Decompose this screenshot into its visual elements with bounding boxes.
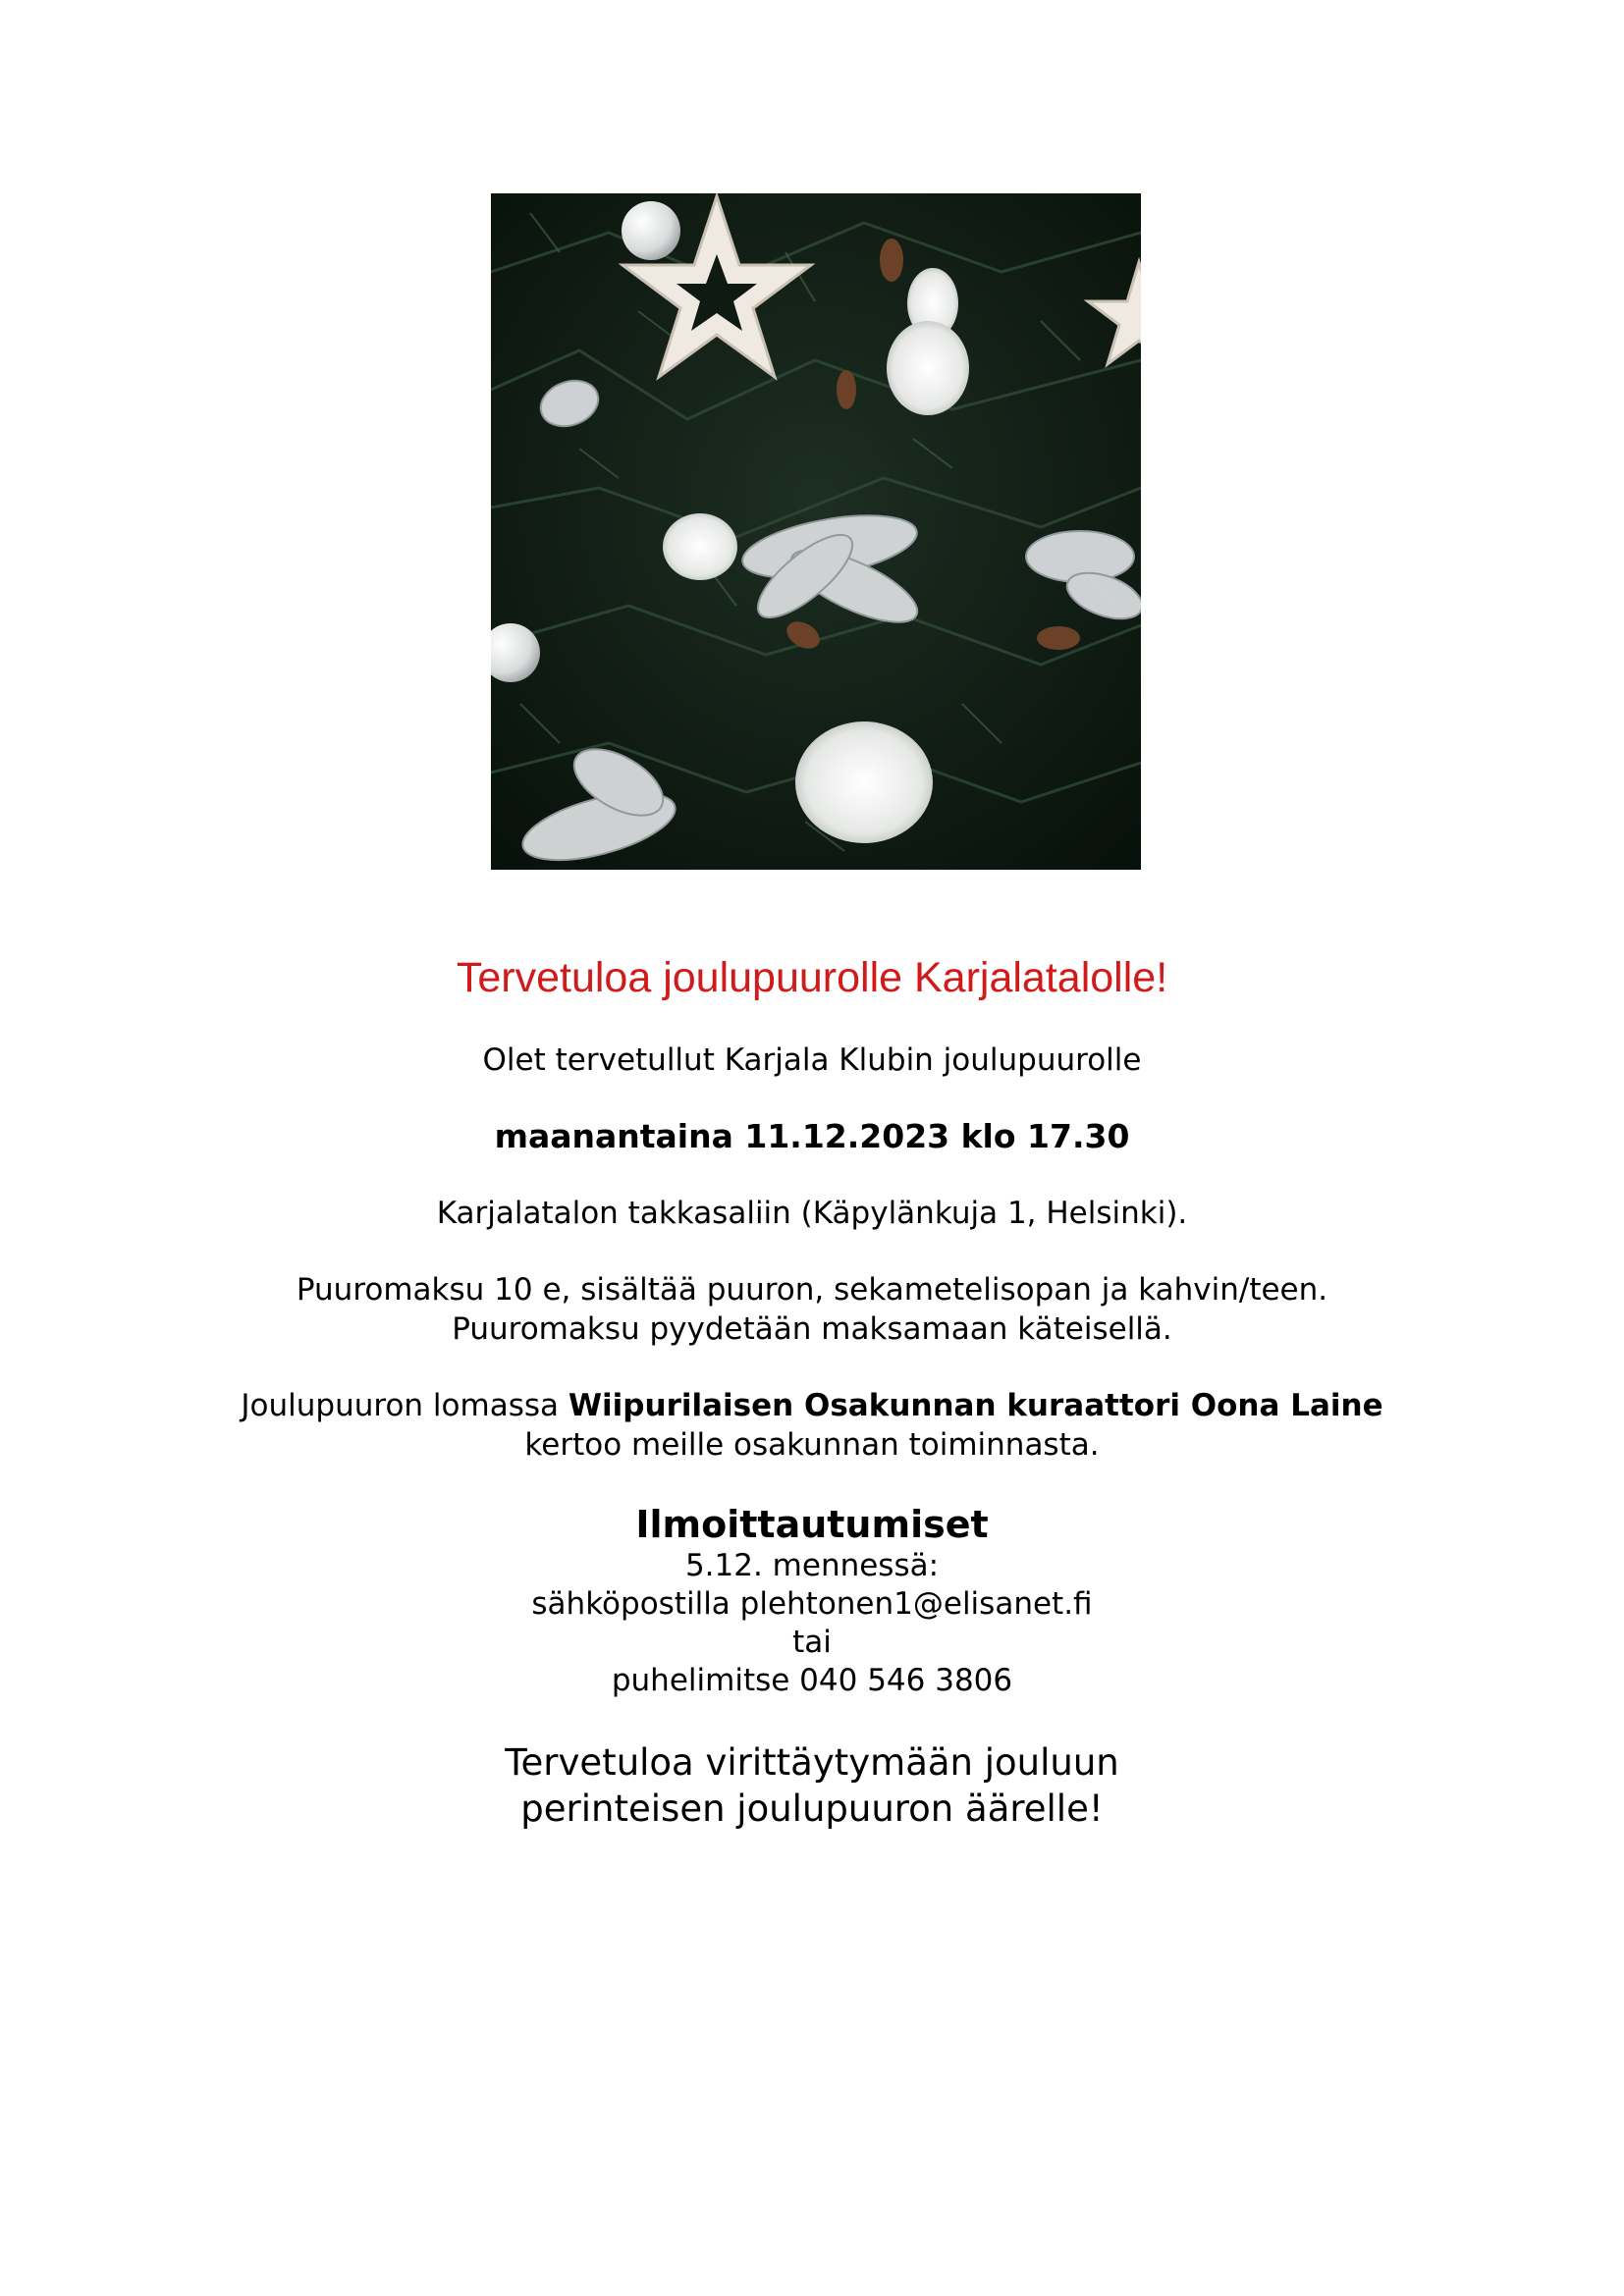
event-date: maanantaina 11.12.2023 klo 17.30 [494, 1117, 1130, 1155]
payment-note: Puuromaksu pyydetään maksamaan käteisellä. [452, 1311, 1172, 1347]
speaker-name: Wiipurilaisen Osakunnan kuraattori Oona Laine [568, 1388, 1383, 1423]
signup-email: sähköpostilla plehtonen1@elisanet.fi [531, 1586, 1093, 1622]
invitation-intro: Olet tervetullut Karjala Klubin joulupuurolle [482, 1042, 1142, 1078]
page-title: Tervetuloa joulupuurolle Karjalatalolle! [456, 954, 1168, 1001]
signup-phone: puhelimitse 040 546 3806 [611, 1663, 1013, 1698]
signup-heading: Ilmoittautumiset [635, 1503, 989, 1546]
flyer-text [98, 952, 1526, 1832]
speaker-prefix: Joulupuuron lomassa [241, 1388, 568, 1423]
signup-deadline: 5.12. mennessä: [684, 1548, 940, 1583]
signup-or: tai [792, 1625, 832, 1660]
closing-message [98, 1739, 1526, 1832]
event-venue: Karjalatalon takkasaliin (Käpylänkuja 1, Helsinki). [436, 1196, 1188, 1231]
fee-info [98, 1270, 1526, 1349]
speaker-topic: kertoo meille osakunnan toiminnasta. [524, 1427, 1100, 1463]
fee-line: Puuromaksu 10 e, sisältää puuron, sekametelisopan ja kahvin/teen. [296, 1272, 1328, 1308]
christmas-tree-image [491, 193, 1141, 870]
closing-line-2: perinteisen joulupuuron äärelle! [520, 1788, 1104, 1830]
closing-line-1: Tervetuloa virittäytymään jouluun [505, 1741, 1119, 1784]
speaker-info [98, 1386, 1526, 1465]
signup-section [98, 1502, 1526, 1700]
christmas-tree-photo [491, 193, 1141, 870]
speaker-line [98, 1386, 1526, 1425]
